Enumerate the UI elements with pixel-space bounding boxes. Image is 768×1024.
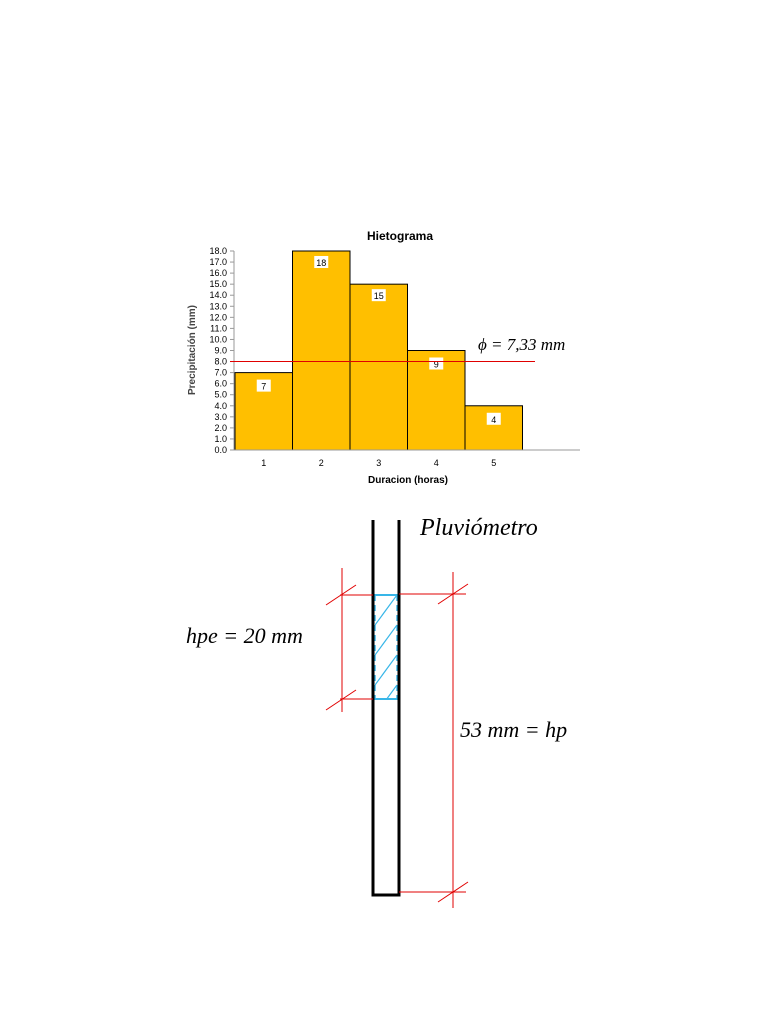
y-tick-label: 4.0 [214,400,227,411]
y-tick-label: 16.0 [209,268,227,279]
hp-dimension [399,572,468,908]
y-tick-label: 14.0 [209,290,227,301]
y-tick-label: 2.0 [214,422,227,433]
data-label-2: 18 [316,258,327,268]
pluviometro-title: Pluviómetro [420,515,538,541]
bar-2 [293,251,351,450]
gauge-tube [373,520,399,895]
y-tick-label: 10.0 [209,334,227,345]
hietograma-chart [187,229,580,486]
y-tick-label: 13.0 [209,301,227,312]
x-axis-label: Duracion (horas) [367,475,449,486]
y-tick-label: 5.0 [214,389,227,400]
data-label-4: 9 [433,359,439,370]
y-tick-label: 18.0 [209,246,227,256]
x-tick-5: 5 [491,458,497,468]
water-column-hatch [375,595,397,715]
y-tick-label: 12.0 [209,312,227,323]
hpe-label: hpe = 20 mm [186,623,303,648]
hpe-dimension [326,568,373,712]
x-tick-4: 4 [433,458,439,468]
x-tick-1: 1 [261,458,267,468]
y-tick-label: 9.0 [214,345,227,356]
y-axis-ticks [209,246,234,455]
bar-3 [350,284,408,450]
y-tick-label: 7.0 [214,367,227,378]
data-label-1: 7 [261,381,267,392]
y-tick-label: 0.0 [214,445,227,455]
x-tick-3: 3 [376,458,382,468]
chart-title: Hietograma [366,229,434,243]
bar-5 [465,406,523,450]
pluviometro-diagram [186,515,567,908]
data-label-5: 4 [491,414,497,425]
phi-index-label: ϕ = 7,33 mm [478,335,566,354]
y-axis-label: Precipitación (mm) [187,304,198,396]
y-tick-label: 15.0 [209,279,227,290]
y-tick-label: 1.0 [214,433,227,444]
y-tick-label: 17.0 [209,257,227,268]
y-tick-label: 11.0 [210,323,227,334]
y-tick-label: 6.0 [214,378,227,389]
x-axis-ticks [261,458,496,468]
y-tick-label: 3.0 [214,411,227,422]
y-tick-label: 8.0 [214,356,227,367]
x-tick-2: 2 [318,458,324,468]
data-label-3: 15 [373,291,384,302]
hp-label: 53 mm = hp [460,717,568,742]
